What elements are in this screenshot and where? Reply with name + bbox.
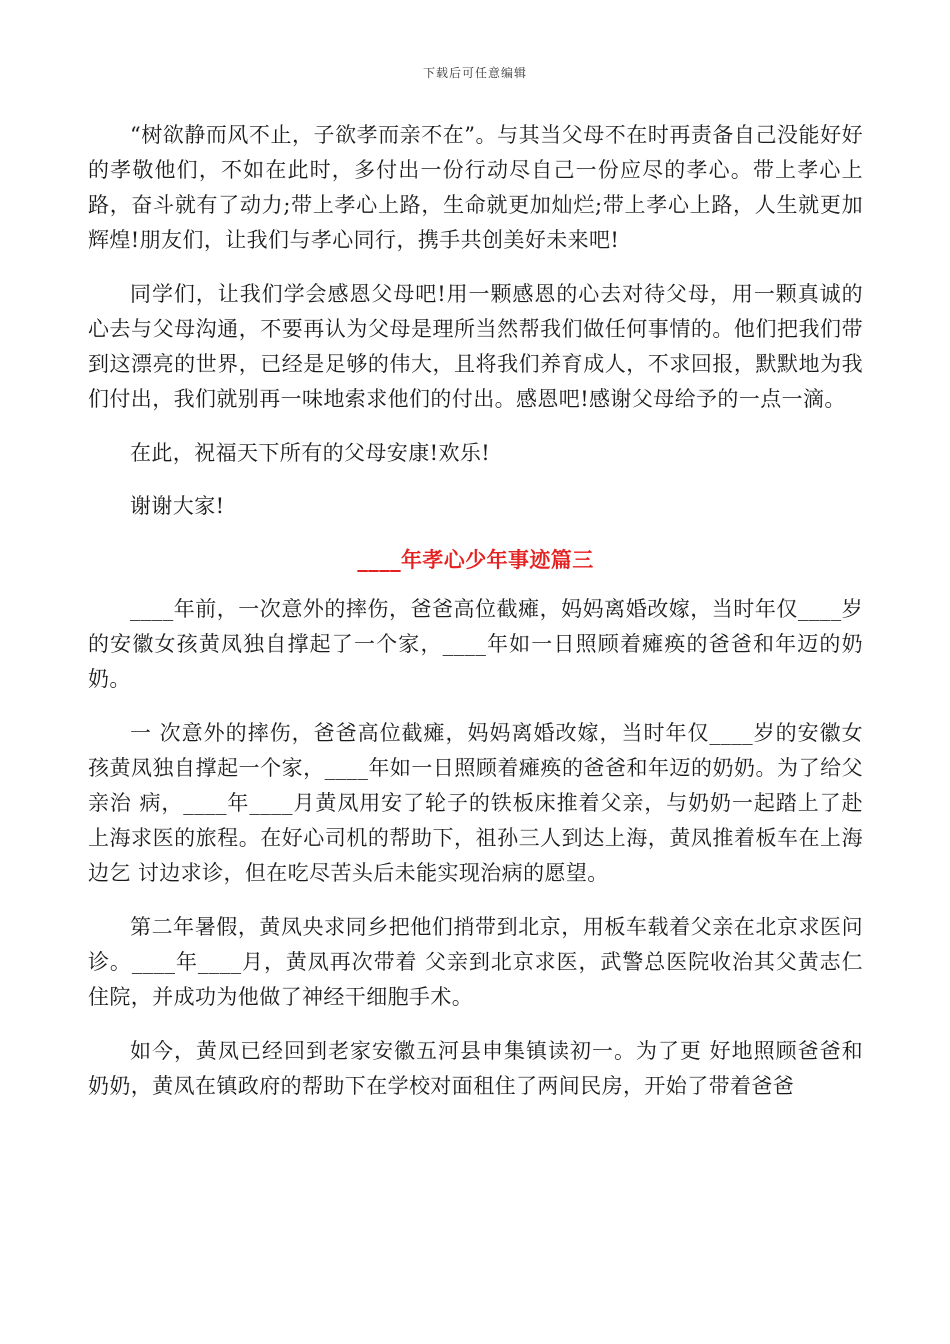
paragraph-blessing: 在此，祝福天下所有的父母安康!欢乐!	[130, 441, 491, 465]
document-body	[88, 118, 863, 1123]
paragraph-story-beijing: 第二年暑假，黄凤央求同乡把他们捎带到北京，用板车载着父亲在北京求医问诊。____年____月，黄凤再次带着 父亲到北京求医，武警总医院收治其父黄志仁住院，并成功为他做了神经干细胞手术。	[88, 915, 863, 1009]
page-header: 下载后可任意编辑	[422, 66, 527, 80]
paragraph-thanks: 谢谢大家!	[130, 494, 225, 518]
section-title: ____年孝心少年事迹篇三	[357, 547, 594, 572]
paragraph-story-intro: ____年前，一次意外的摔伤，爸爸高位截瘫，妈妈离婚改嫁，当时年仅____岁的安徽女孩黄凤独自撑起了一个家，____年如一日照顾着瘫痪的爸爸和年迈的奶奶。	[88, 597, 863, 691]
paragraph-story-shanghai: 一 次意外的摔伤，爸爸高位截瘫，妈妈离婚改嫁，当时年仅____岁的安徽女孩黄凤独自撑起一个家，____年如一日照顾着瘫痪的爸爸和年迈的奶奶。为了给父亲治 病，____年____月黄凤用安了轮子的铁板床推着父亲，与奶奶一起踏上了赴上海求医的旅程。在好心司机的帮助下，祖孙三人到达上海，黄凤推着板车在上海边乞 讨边求诊，但在吃尽苦头后未能实现治病的愿望。	[88, 721, 863, 885]
paragraph-filial-piety-quote: “树欲静而风不止，子欲孝而亲不在”。与其当父母不在时再责备自己没能好好的孝敬他们，不如在此时，多付出一份行动尽自己一份应尽的孝心。带上孝心上路，奋斗就有了动力;带上孝心上路，生命就更加灿烂;带上孝心上路，人生就更加辉煌!朋友们，让我们与孝心同行，携手共创美好未来吧!	[88, 123, 863, 252]
paragraph-story-now: 如今，黄凤已经回到老家安徽五河县申集镇读初一。为了更 好地照顾爸爸和奶奶，黄凤在镇政府的帮助下在学校对面租住了两间民房，开始了带着爸爸	[88, 1039, 863, 1098]
paragraph-gratitude-parents: 同学们，让我们学会感恩父母吧!用一颗感恩的心去对待父母，用一颗真诚的心去与父母沟通，不要再认为父母是理所当然帮我们做任何事情的。他们把我们带到这漂亮的世界，已经是足够的伟大，且将我们养育成人，不求回报，默默地为我们付出，我们就别再一味地索求他们的付出。感恩吧!感谢父母给予的一点一滴。	[88, 282, 863, 411]
